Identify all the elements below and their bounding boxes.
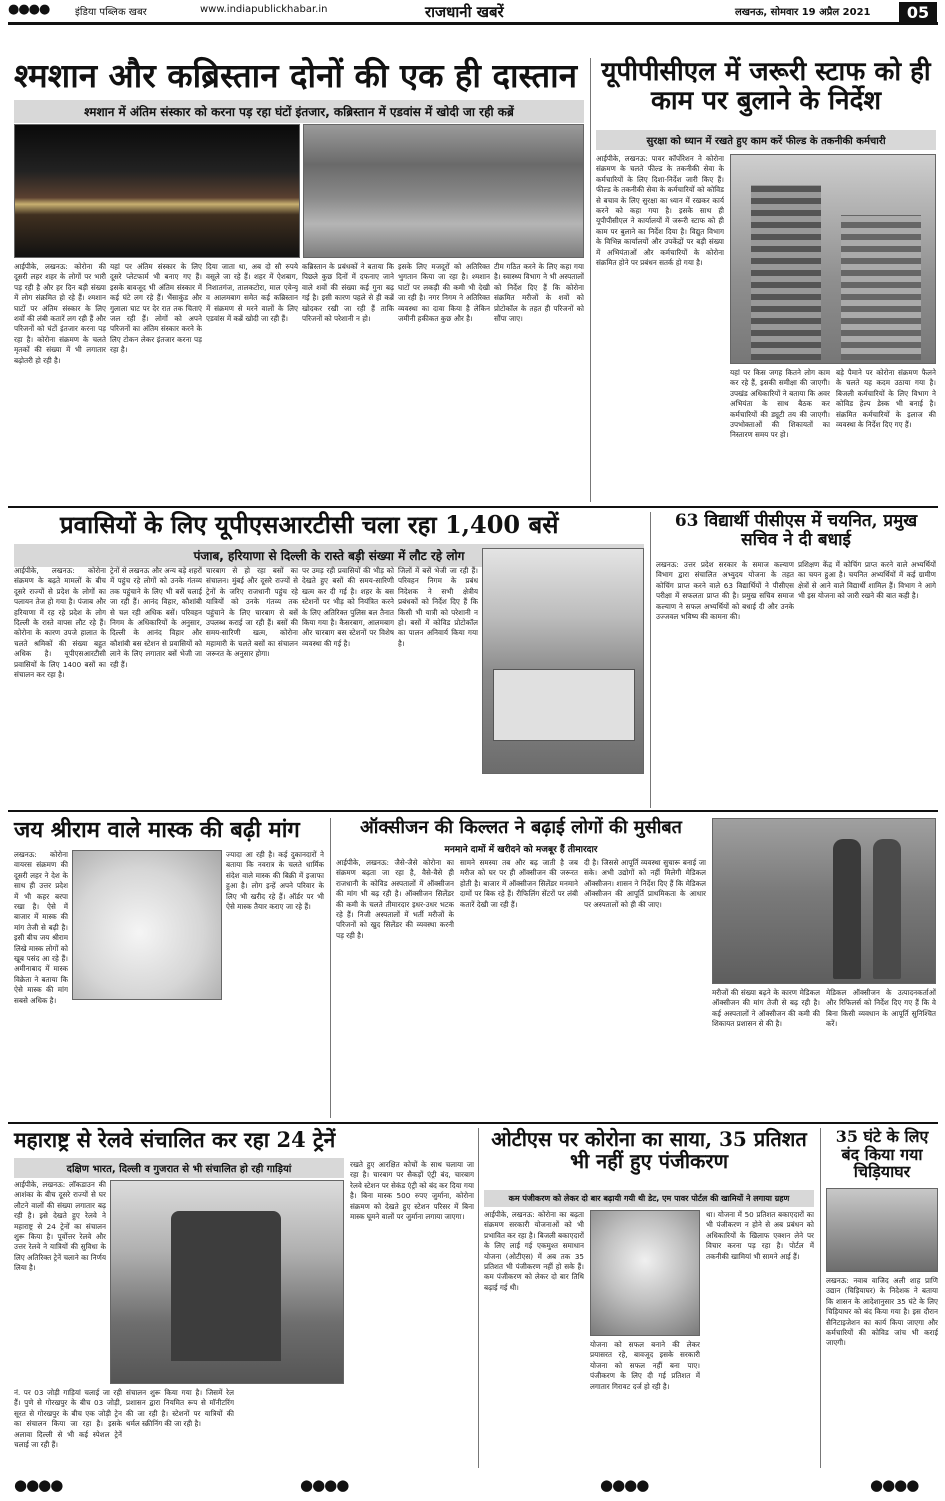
- story7-col-2: मेडिकल ऑक्सीजन के उत्पादनकर्ताओं और रिफिलर्स को निर्देश दिए गए हैं कि वे बिना किसी व्यवधान के आपूर्ति सुनिश्चित करें।: [826, 988, 936, 1029]
- story3-col-1: आईपीके, लखनऊ: कोरोना संक्रमण के बढ़ते मामलों के बीच दूसरे राज्यों से प्रदेश के लोगों का पलायन तेज हो गया है। पंजाब और हरियाणा में रह रहे प्रदेश के लोग दिल्ली के रास्ते वापस लौट रहे हैं। कोरोना के कारण उपजे हालात के चलते श्रमिकों की संख्या बहुत अधिक है। यूपीएसआरटीसी प्रवासियों के लिए 1400 बसों का संचालन कर रहा है।: [14, 566, 106, 680]
- page-number: 05: [899, 2, 937, 24]
- story10-col-1: लखनऊ: नवाब वाजिद अली शाह प्राणि उद्यान (चिड़ियाघर) के निदेशक ने बताया कि शासन के आदेशानुसार 35 घंटे के लिए चिड़ियाघर को बंद किया गया है। इस दौरान सैनिटाइजेशन का कार्य किया जाएगा और कर्मचारियों की कोविड जांच भी कराई जाएगी।: [826, 1276, 938, 1348]
- section-rule: [8, 506, 938, 508]
- oxygen-cylinder-photo: [712, 818, 936, 984]
- story2-col-1: आईपीके, लखनऊ: पावर कॉर्पोरेशन ने कोरोना संक्रमण के चलते फील्ड के तकनीकी सेवा के कर्मचारियों के लिए दिशा-निर्देश जारी किए हैं। फील्ड के तकनीकी सेवा के कर्मचारियों को कोविड से बचाव के लिए सुरक्षा का ध्यान में रखकर कार्य करने को कहा गया है। इसके साथ ही यूपीपीसीएल ने कार्यालयों में जरूरी स्टाफ को ही काम पर बुलाने का निर्देश दिया है। विद्युत विभाग के विभिन्न कार्यालयों और उपकेंद्रों पर बड़ी संख्या में अभियंताओं और कर्मचारियों के कोरोना संक्रमित होने पर प्रबंधन सतर्क हो गया है।: [596, 154, 724, 268]
- story1-subheadline: श्मशान में अंतिम संस्कार को करना पड़ रहा घंटों इंतजार, कब्रिस्तान में एडवांस में खोदी जा रही कब्रें: [14, 100, 584, 123]
- zoo-gate-photo: [826, 1188, 938, 1272]
- column-divider: [650, 512, 651, 808]
- story8-col-2: नं. पर 03 जोड़ी गाड़ियां चलाई जा रही हैं। पुणे से गोरखपुर के बीच 03 जोड़ी, सूरत से गोरखपुर के बीच एक जोड़ी ट्रेन का संचालन किया जा रहा है। इसके अलावा दिल्ली से भी कई स्पेशल ट्रेनें चलाई जा रही हैं।: [14, 1388, 122, 1450]
- column-divider: [820, 1128, 821, 1468]
- story4-headline: 63 विद्यार्थी पीसीएस में चयनित, प्रमुख सचिव ने दी बधाई: [674, 511, 918, 550]
- story9-col-3: था। योजना में 50 प्रतिशत बकाएदारों का भी पंजीकरण न होने से अब प्रबंधन को अधिकारियों के खिलाफ एक्शन लेने पर विचार करना पड़ रहा है। पोर्टल में तकनीकी खामियां भी सामने आई हैं।: [706, 1210, 814, 1261]
- story2-col-2: यहां पर किस जगह कितने लोग काम कर रहे हैं, इसकी समीक्षा की जाएगी। उपखंड अधिकारियों ने बताया कि अवर अभियंता के साथ बैठक कर कर्मचारियों की ड्यूटी तय की जाएगी। उपभोक्ताओं की शिकायतों का निस्तारण समय पर हो।: [730, 368, 830, 440]
- header-publication: इंडिया पब्लिक खबर: [75, 7, 147, 18]
- story6-col-1: आईपीके, लखनऊ: जैसे-जैसे कोरोना का संक्रमण बढ़ता जा रहा है, वैसे-वैसे ही राजधानी के कोविड अस्पतालों में ऑक्सीजन की मांग भी बढ़ रही है। ऑक्सीजन सिलेंडर की कमी के चलते तीमारदार इधर-उधर भटक रहे हैं। निजी अस्पतालों में भर्ती मरीजों के परिजनों को खुद सिलेंडर की व्यवस्था करनी पड़ रही है।: [336, 858, 454, 940]
- jai-shriram-mask-photo: [72, 850, 222, 1000]
- header-dots-left: ●●●●: [8, 2, 50, 17]
- column-divider: [330, 818, 331, 1118]
- story1-headline: श्मशान और कब्रिस्तान दोनों की एक ही दास्तान: [14, 56, 578, 95]
- column-divider: [590, 58, 591, 502]
- story8-col-3: संचालन शुरू किया गया है। जिसमें रेल प्रशासन द्वारा नियमित रूप से मॉनीटरिंग की जा रही है। स्टेशनों पर यात्रियों की थर्मल स्क्रीनिंग की जा रही है।: [126, 1388, 234, 1429]
- story2-subheadline: सुरक्षा को ध्यान में रखते हुए काम करें फील्ड के तकनीकी कर्मचारी: [596, 130, 936, 150]
- footer-dots: ●●●●: [870, 1476, 919, 1494]
- section-rule: [8, 1122, 938, 1124]
- story9-col-1: आईपीके, लखनऊ: कोरोना का बढ़ता संक्रमण सरकारी योजनाओं को भी प्रभावित कर रहा है। बिजली बकाएदारों के लिए लाई गई एकमुश्त समाधान योजना (ओटीएस) में अब तक 35 प्रतिशत भी पंजीकरण नहीं हो सके हैं। कम पंजीकरण को लेकर दो बार तिथि बढ़ाई गई थी।: [484, 1210, 584, 1292]
- story3-subheadline: पंजाब, हरियाणा से दिल्ली के रास्ते बड़ी संख्या में लौट रहे लोग: [14, 544, 644, 567]
- story1-col-6: टीम गठित करने के लिए कहा गया है। स्वास्थ्य विभाग ने भी अस्पतालों को निर्देश दिए हैं कि कोरोना संक्रमित मरीजों के शवों को प्रोटोकॉल के तहत ही परिजनों को सौंपा जाए।: [494, 262, 584, 324]
- story3-headline: प्रवासियों के लिए यूपीएसआरटीसी चला रहा 1,400 बसें: [60, 510, 559, 539]
- story4-col-1: लखनऊ: उत्तर प्रदेश सरकार के समाज कल्याण विभाग द्वारा संचालित अभ्युदय योजना के तहत कोचिंग प्राप्त करने वाले 63 विद्यार्थियों ने पीसीएस परीक्षा में सफलता प्राप्त की है। प्रमुख सचिव समाज कल्याण ने सफल अभ्यर्थियों को बधाई दी और उनके उज्जवल भविष्य की कामना की।: [656, 560, 794, 622]
- page-header: [0, 0, 945, 46]
- story7-col-1: मरीजों की संख्या बढ़ने के कारण मेडिकल ऑक्सीजन की मांग तेजी से बढ़ रही है। कई अस्पतालों ने ऑक्सीजन की कमी की शिकायत प्रशासन से की है।: [712, 988, 820, 1029]
- story8-subheadline: दक्षिण भारत, दिल्ली व गुजरात से भी संचालित हो रही गाड़ियां: [14, 1158, 344, 1178]
- story1-col-2: यहां पर अंतिम संस्कार के लिए दूसरे प्लेटफार्म भी बनाए गए हैं। इसके बावजूद भी अंतिम संस्कार में कई घंटे लग रहे हैं। भैंसाकुंड और गुलाला घाट पर देर रात तक चिताएं जल रही हैं। लोगों को अपने परिजनों का अंतिम संस्कार करने के लिए टोकन लेकर इंतजार करना पड़ रहा है।: [110, 262, 202, 355]
- power-office-building-photo: [730, 154, 936, 364]
- story4-col-2: प्रशिक्षण केंद्र में कोचिंग प्राप्त करने वाले अभ्यर्थियों का चयन हुआ है। चयनित अभ्यर्थियों में कई ग्रामीण क्षेत्रों से आने वाले विद्यार्थी शामिल हैं। विभाग ने आगे भी इस योजना को जारी रखने की बात कही है।: [798, 560, 936, 601]
- story1-col-1: आईपीके, लखनऊ: कोरोना की दूसरी लहर शहर के लोगों पर भारी पड़ रही है और हर दिन बड़ी संख्या में लोग संक्रमित हो रहे हैं। श्मशान घाटों पर अंतिम संस्कार के लिए शवों की लंबी कतारें लग रही हैं और परिजनों को घंटों इंतजार करना पड़ रहा है। कोरोना संक्रमण के चलते मृतकों की संख्या में भी लगातार बढ़ोतरी हो रही है।: [14, 262, 106, 365]
- bus-body: [493, 669, 635, 741]
- story3-col-4: पर उमड़ रही प्रवासियों की भीड़ को देखते हुए बसों की समय-सारिणी खत्म कर दी गई है। शहर के बस स्टेशनों पर भीड़ को नियंत्रित करने के लिए अतिरिक्त पुलिस बल तैनात किया गया है। कैसरबाग, आलमबाग और चारबाग बस स्टेशनों पर विशेष व्यवस्था की गई है।: [302, 566, 394, 648]
- cremation-ground-photo: [14, 124, 300, 258]
- story8-headline: महाराष्ट्र से रेलवे संचालित कर रहा 24 ट्रेनें: [14, 1127, 336, 1152]
- story5-col-1: लखनऊ: कोरोना वायरस संक्रमण की दूसरी लहर ने देश के साथ ही उत्तर प्रदेश में भी कहर बरपा रखा है। ऐसे में बाजार में मास्क की मांग तेजी से बढ़ी है। इसी बीच जय श्रीराम लिखे मास्क लोगों को खूब पसंद आ रहे हैं। अमीनाबाद में मास्क विक्रेता ने बताया कि ऐसे मास्क की मांग सबसे अधिक है।: [14, 850, 68, 1005]
- story1-col-4: कब्रिस्तान के प्रबंधकों ने बताया कि पिछले कुछ दिनों में दफनाए जाने वाले शवों की संख्या कई गुना बढ़ गई है। इसी कारण पहले से ही कब्रें खोदकर रखी जा रही हैं ताकि परिजनों को परेशानी न हो।: [302, 262, 394, 324]
- cylinder: [873, 839, 901, 979]
- story5-col-2: ज्यादा आ रही है। कई दुकानदारों ने बताया कि नवरात्र के चलते धार्मिक संदेश वाले मास्क की बिक्री में इजाफा हुआ है। लोग इन्हें अपने परिवार के लिए भी खरीद रहे हैं। ऑर्डर पर भी ऐसे मास्क तैयार कराए जा रहे हैं।: [226, 850, 324, 912]
- footer-dots: ●●●●: [300, 1476, 349, 1494]
- footer-dots: ●●●●: [600, 1476, 649, 1494]
- cylinder: [833, 839, 861, 979]
- building-left: [751, 185, 821, 360]
- story10-headline: 35 घंटे के लिए बंद किया गया चिड़ियाघर: [835, 1127, 929, 1182]
- story9-headline: ओटीएस पर कोरोना का साया, 35 प्रतिशत भी नहीं हुए पंजीकरण: [491, 1127, 807, 1173]
- header-date: लखनऊ, सोमवार 19 अप्रैल 2021: [735, 7, 871, 18]
- story6-col-2: सामने समस्या तब और बढ़ जाती है जब मरीज को घर पर ही ऑक्सीजन की जरूरत होती है। बाजार में ऑक्सीजन सिलेंडर मनमाने दामों पर बिक रहे हैं। रीफिलिंग सेंटरों पर लंबी कतारें देखी जा रही हैं।: [460, 858, 578, 909]
- migrants-bus-photo: [482, 548, 644, 774]
- story8-col-1: आईपीके, लखनऊ: लॉकडाउन की आशंका के बीच दूसरे राज्यों से घर लौटने वालों की संख्या लगातार बढ़ रही है। इसे देखते हुए रेलवे ने महाराष्ट्र से 24 ट्रेनों का संचालन शुरू किया है। पूर्वोत्तर रेलवे और उत्तर रेलवे ने यात्रियों की सुविधा के लिए अतिरिक्त ट्रेनें चलाने का निर्णय लिया है।: [14, 1180, 106, 1273]
- story5-headline: जय श्रीराम वाले मास्क की बढ़ी मांग: [14, 817, 300, 843]
- locomotive: [171, 1211, 281, 1361]
- header-url[interactable]: www.indiapublickhabar.in: [200, 4, 328, 15]
- bulb-photo: [590, 1210, 700, 1336]
- story3-col-3: चारबाग से हो रहा बसों का संचालन। मुंबई और दूसरे राज्यों से ट्रेनों के जरिए राजधानी पहुंच रहे यात्रियों को उनके गंतव्य तक पहुंचाने के लिए चारबाग से बसें उपलब्ध कराई जा रही हैं। बसों की समय-सारिणी खत्म, कोरोना महामारी के चलते बसों का संचालन जरूरत के अनुसार होगा।: [206, 566, 298, 659]
- story1-col-3: दिया जाता था, अब दो सौ रुपये वसूले जा रहे हैं। शहर में ऐशबाग, निशातगंज, तालकटोरा, माल एवेन्यू व आलमबाग समेत कई कब्रिस्तान में संक्रमण से मरने वालों के लिए एडवांस में कब्रें खोदी जा रही हैं।: [206, 262, 298, 324]
- story6-col-3: दी है। जिससे आपूर्ति व्यवस्था सुचारू बनाई जा सके। अभी उद्योगों को नहीं मिलेगी मेडिकल ऑक्सीजन। शासन ने निर्देश दिए हैं कि मेडिकल ऑक्सीजन की आपूर्ति प्राथमिकता के आधार पर अस्पतालों को ही की जाए।: [584, 858, 706, 909]
- section-title: राजधानी खबरें: [425, 3, 504, 21]
- story3-col-2: ट्रेनों से लखनऊ और अन्य बड़े शहरों में पहुंच रहे लोगों को उनके गंतव्य तक पहुंचाने के लिए भी बसें चलाई जा रही हैं। आनंद विहार, कौशांबी से चल रही अधिक बसें। परिवहन निगम के अधिकारियों के अनुसार, दिल्ली के आनंद विहार और कौशांबी बस स्टेशन से प्रवासियों को लाने के लिए लगातार बसें भेजी जा रही हैं।: [110, 566, 202, 669]
- building-right: [841, 215, 921, 360]
- story9-col-2: योजना को सफल बनाने की लेकर प्रयासरत रहे, बावजूद इसके सरकारी योजना को सफल नहीं बना पाए। पंजीकरण के लिए दी गई प्रतिशत में लगातार गिरावट दर्ज हो रही है।: [590, 1340, 700, 1391]
- story6-subheadline: मनमाने दामों में खरीदने को मजबूर हैं तीमारदार: [444, 845, 598, 855]
- graveyard-photo: [303, 124, 584, 258]
- story6-headline: ऑक्सीजन की किल्लत ने बढ़ाई लोगों की मुसीबत: [360, 817, 682, 838]
- section-rule: [8, 810, 938, 812]
- train-locomotive-photo: [110, 1180, 344, 1384]
- story8-col-4: रखते हुए आरक्षित कोचों के साथ चलाया जा रहा है। चारबाग पर सैकड़ों एंट्री बंद, चारबाग रेलवे स्टेशन पर सेकंड एंट्री को बंद कर दिया गया है। बिना मास्क 500 रुपए जुर्माना, कोरोना संक्रमण को देखते हुए स्टेशन परिसर में बिना मास्क घूमने वालों पर जुर्माना लगाया जाएगा।: [350, 1160, 474, 1222]
- story1-col-5: इसके लिए मजदूरों को अतिरिक्त भुगतान किया जा रहा है। श्मशान घाटों पर लकड़ी की कमी भी देखी जा रही है। नगर निगम ने अतिरिक्त व्यवस्था का दावा किया है लेकिन जमीनी हकीकत कुछ और है।: [398, 262, 490, 324]
- story9-subheadline: कम पंजीकरण को लेकर दो बार बढ़ायी गयी थी डेट, एम पावर पोर्टल की खामियों ने लगाया ग्रहण: [484, 1190, 814, 1207]
- footer-dots: ●●●●: [14, 1476, 63, 1494]
- story2-headline: यूपीपीसीएल में जरूरी स्टाफ को ही काम पर बुलाने के निर्देश: [601, 57, 931, 116]
- header-rule: [8, 22, 938, 25]
- column-divider: [478, 1128, 479, 1468]
- story2-col-3: बड़े पैमाने पर कोरोना संक्रमण फैलने के चलते यह कदम उठाया गया है। बिजली कर्मचारियों के लिए विभाग ने कोविड हेल्प डेस्क भी बनाई है। संक्रमित कर्मचारियों के इलाज की व्यवस्था के निर्देश दिए गए हैं।: [836, 368, 936, 430]
- story3-col-5: जिलों में बसें भेजी जा रही हैं। परिवहन निगम के प्रबंध निदेशक ने सभी क्षेत्रीय प्रबंधकों को निर्देश दिए हैं कि किसी भी यात्री को परेशानी न हो। बसों में कोविड प्रोटोकॉल का पालन अनिवार्य किया गया है।: [398, 566, 478, 648]
